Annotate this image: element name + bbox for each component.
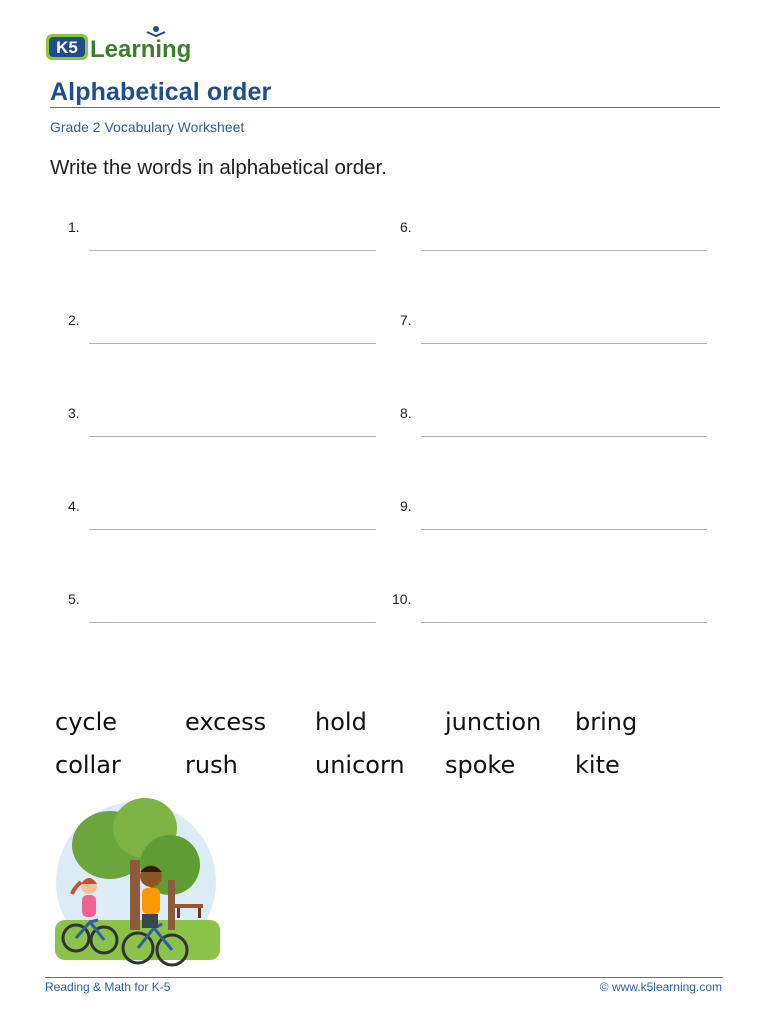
- footer-divider: [45, 977, 723, 978]
- answer-line[interactable]: [89, 343, 376, 344]
- answer-number: 3.: [68, 405, 80, 421]
- answer-number: 9.: [400, 498, 412, 514]
- answer-line[interactable]: [89, 622, 376, 623]
- answer-line[interactable]: [421, 529, 707, 530]
- answer-line[interactable]: [421, 343, 707, 344]
- answer-line[interactable]: [421, 436, 707, 437]
- title-divider: [50, 107, 720, 108]
- word-bank-item: excess: [185, 708, 267, 736]
- footer-tagline: Reading & Math for K-5: [45, 980, 171, 994]
- answer-line[interactable]: [89, 250, 376, 251]
- answer-number: 10.: [392, 591, 412, 607]
- word-bank-item: bring: [575, 708, 638, 736]
- svg-text:K5: K5: [56, 38, 78, 57]
- answer-number: 1.: [68, 219, 80, 235]
- word-bank-item: rush: [185, 751, 238, 779]
- children-cycling-park-illustration: [50, 790, 225, 970]
- word-bank-item: junction: [445, 708, 542, 736]
- worksheet-subtitle: Grade 2 Vocabulary Worksheet: [50, 119, 245, 135]
- answer-line[interactable]: [89, 529, 376, 530]
- answer-line[interactable]: [89, 436, 376, 437]
- answer-number: 8.: [400, 405, 412, 421]
- answer-line[interactable]: [421, 622, 707, 623]
- answer-number: 4.: [68, 498, 80, 514]
- answer-number: 2.: [68, 312, 80, 328]
- instruction-text: Write the words in alphabetical order.: [50, 156, 387, 179]
- worksheet-title: Alphabetical order: [50, 78, 272, 106]
- answer-number: 6.: [400, 219, 412, 235]
- word-bank-item: hold: [315, 708, 367, 736]
- word-bank-item: kite: [575, 751, 620, 779]
- svg-text:Learning: Learning: [90, 36, 192, 63]
- word-bank-item: unicorn: [315, 751, 405, 779]
- word-bank-item: cycle: [55, 708, 118, 736]
- word-bank-item: spoke: [445, 751, 516, 779]
- answer-number: 5.: [68, 591, 80, 607]
- footer-website-link[interactable]: © www.k5learning.com: [599, 980, 722, 994]
- k5-learning-logo: [44, 22, 204, 66]
- answer-number: 7.: [400, 312, 412, 328]
- word-bank-item: collar: [55, 751, 121, 779]
- answer-line[interactable]: [421, 250, 707, 251]
